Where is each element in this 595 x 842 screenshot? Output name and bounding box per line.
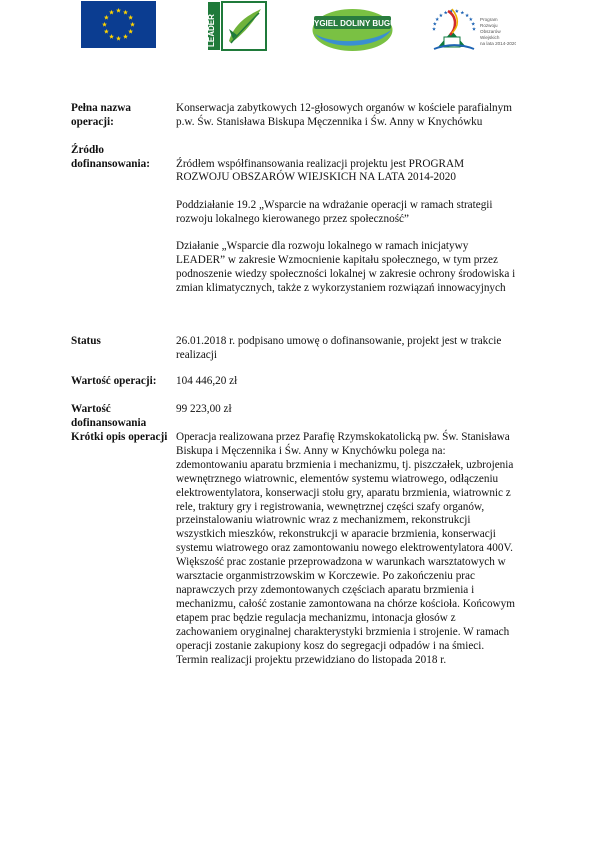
prow-star-icon xyxy=(472,27,476,31)
field-value: Konserwacja zabytkowych 12-głosowych organów w kościele parafialnym p.w. Św. Stanisława Biskupa Męczennika i Św. Anny w Knychówku xyxy=(176,102,512,128)
paragraph: Działanie „Wsparcie dla rozwoju lokalnego w ramach inicjatywy LEADER” w zakresie Wzmocnienie kapitału społecznego, w tym przez podnoszenie wiedzy społeczności lokalnej w zakresie ochrony środowiska i zmian klimatycznych, także z wykorzystaniem rozwiązań innowacyjnych xyxy=(176,240,516,294)
field-label: Źródło dofinansowania: xyxy=(71,144,150,170)
prow-star-icon xyxy=(469,17,473,21)
logo-bar xyxy=(0,0,595,60)
prow-star-icon xyxy=(465,13,469,17)
svg-text:TYGIEL DOLINY BUGU: TYGIEL DOLINY BUGU xyxy=(311,19,394,28)
tygiel-doliny-bugu-logo xyxy=(311,4,394,52)
field-label: Krótki opis operacji xyxy=(71,431,168,443)
field-value xyxy=(176,158,516,296)
svg-text:Program Rozwoju: Program Rozwoju Obszarów Wiejskich na lata 2014-2020 xyxy=(480,17,516,46)
prow-star-icon xyxy=(471,22,475,26)
prow-star-icon xyxy=(455,9,459,13)
field-value: 26.01.2018 r. podpisano umowę o dofinansowanie, projekt jest w trakcie realizacji xyxy=(176,335,502,361)
prow-star-icon xyxy=(439,13,443,17)
prow-star-icon xyxy=(433,22,437,26)
paragraph: Źródłem współfinansowania realizacji projektu jest PROGRAM ROZWOJU OBSZARÓW WIEJSKICH NA LATA 2014-2020 xyxy=(176,157,465,184)
field-value: 104 446,20 zł xyxy=(176,375,238,387)
paragraph: Poddziałanie 19.2 „Wsparcie na wdrażanie operacji w ramach strategii rozwoju lokalnego kierowanego przez społeczność” xyxy=(176,198,493,225)
leader-logo xyxy=(205,1,269,51)
field-label: Wartość dofinansowania xyxy=(71,403,147,429)
field-label: Pełna nazwa operacji: xyxy=(71,102,131,128)
prow-logo xyxy=(430,3,516,53)
field-label: Wartość operacji: xyxy=(71,375,157,387)
prow-star-icon xyxy=(460,11,464,15)
field-label: Status xyxy=(71,335,101,347)
field-value: Operacja realizowana przez Parafię Rzymskokatolicką pw. Św. Stanisława Biskupa i Męczennika i Św. Anny w Knychówku polega na: zdemontowaniu aparatu brzmienia i mechanizmu, tj. piszczałek, uzbrojenia wewnętrznego wiatrownic, elementów systemu wiatrowego, odłączeniu elektrowentylatora, konserwacji stołu gry, aparatu brzmienia, wiatrownic z rele, traktury gry i registrowania, wewnętrznej części szafy organów, przeinstalowaniu wiatrownic wraz z mechanizmem, rekonstrukcji wszystkich mieszków, rekonstrukcji w aparacie brzmienia, konserwacji systemu wiatrowego oraz zamontowaniu nowego elektrowentylatora 400V. Większość prac zostanie przeprowadzona w warunkach warsztatowych w warsztacie organmistrzowskim w Korczewie. Po zakończeniu prac naprawczych przy zdemontowanych częściach aparatu brzmienia i mechanizmu, całość zostanie zamontowana na chórze kościoła. Końcowym etapem prac będzie regulacja mechanizmu, intonacja głosów z zachowaniem oryginalnej charakterystyki brzmienia i strojenie. W ramach operacji zostanie zakupiony kosz do segregacji odpadów i na śmieci. Termin realizacji projektu przewidziano do listopada 2018 r. xyxy=(176,431,515,666)
eu-flag-logo xyxy=(81,1,156,48)
field-value: 99 223,00 zł xyxy=(176,403,232,415)
prow-star-icon xyxy=(435,17,439,21)
prow-star-icon xyxy=(432,27,436,31)
svg-text:LEADER: LEADER xyxy=(207,14,216,47)
prow-star-icon xyxy=(444,11,448,15)
